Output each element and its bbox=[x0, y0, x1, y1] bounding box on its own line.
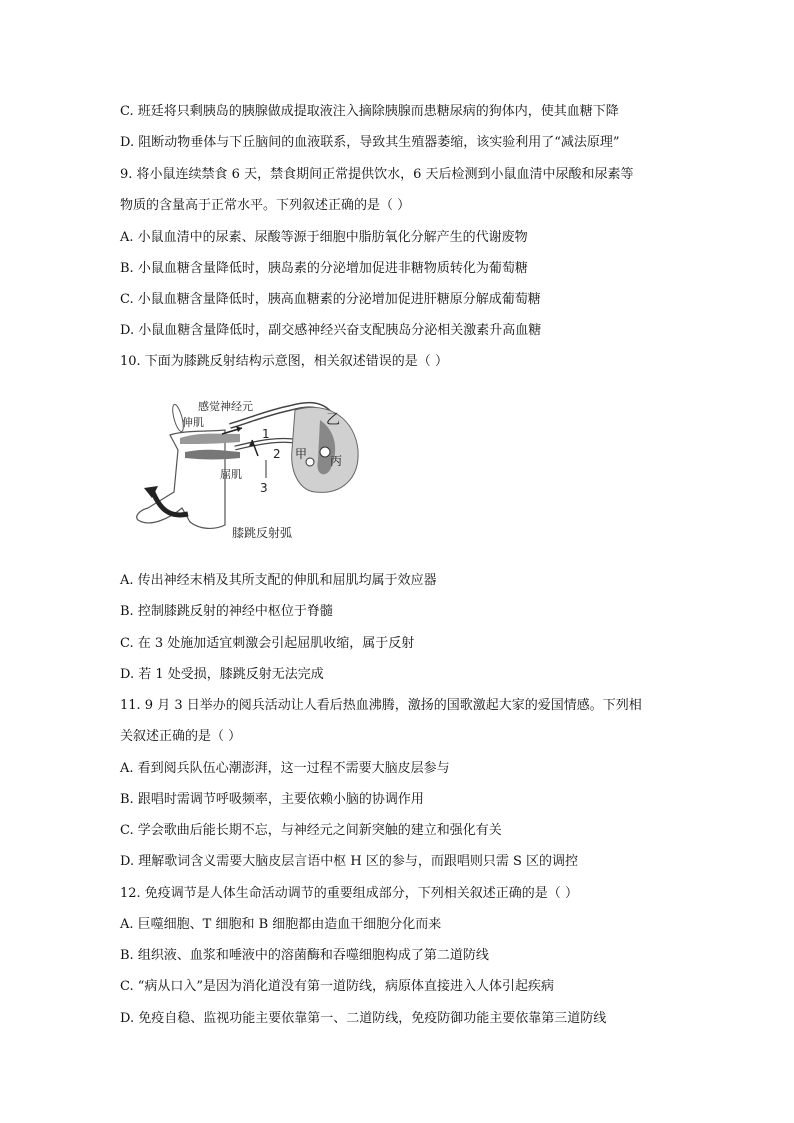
option-a: A. 传出神经末梢及其所支配的伸肌和屈肌均属于效应器 bbox=[120, 573, 437, 588]
label-2: 2 bbox=[273, 447, 281, 461]
extensor-muscle-shape bbox=[180, 434, 240, 444]
option-c: C. “病从口入”是因为消化道没有第一道防线，病原体直接进入人体引起疾病 bbox=[120, 979, 555, 994]
option-b: B. 组织液、血浆和唾液中的溶菌酶和吞噬细胞构成了第二道防线 bbox=[120, 948, 489, 963]
extensor-label: 伸肌 bbox=[182, 416, 204, 429]
label-bing: 丙 bbox=[330, 454, 343, 468]
option-a: A. 小鼠血清中的尿素、尿酸等源于细胞中脂肪氧化分解产生的代谢废物 bbox=[120, 230, 528, 245]
option-c: C. 学会歌曲后能长期不忘，与神经元之间新突触的建立和强化有关 bbox=[120, 823, 502, 838]
neuron-body-shape-2 bbox=[306, 458, 314, 466]
label-yi: 乙 bbox=[326, 412, 340, 428]
question-9-stem: 9. 将小鼠连续禁食 6 天，禁食期间正常提供饮水，6 天后检测到小鼠血清中尿酸和尿素等 bbox=[120, 167, 634, 182]
flexor-label: 屈肌 bbox=[220, 468, 242, 481]
text-line: C. 班廷将只剩胰岛的胰腺做成提取液注入摘除胰腺而患糖尿病的狗体内，使其血糖下降 bbox=[120, 104, 619, 119]
option-a: A. 看到阅兵队伍心潮澎湃，这一过程不需要大脑皮层参与 bbox=[120, 761, 450, 776]
option-c: C. 小鼠血糖含量降低时，胰高血糖素的分泌增加促进肝糖原分解成葡萄糖 bbox=[120, 292, 541, 307]
sensory-neuron-label: 感觉神经元 bbox=[198, 400, 253, 413]
figure-caption: 膝跳反射弧 bbox=[232, 526, 293, 540]
option-b: B. 控制膝跳反射的神经中枢位于脊髓 bbox=[120, 604, 333, 619]
option-b: B. 小鼠血糖含量降低时，胰岛素的分泌增加促进非糖物质转化为葡萄糖 bbox=[120, 261, 528, 276]
label-1: 1 bbox=[262, 427, 270, 441]
kick-arrow-shape bbox=[152, 490, 188, 515]
question-12-stem: 12. 免疫调节是人体生命活动调节的重要组成部分，下列相关叙述正确的是（ ） bbox=[120, 886, 578, 901]
option-b: B. 跟唱时需调节呼吸频率，主要依赖小脑的协调作用 bbox=[120, 792, 424, 807]
label-3: 3 bbox=[260, 481, 268, 495]
label-jia: 甲 bbox=[295, 447, 308, 461]
question-10-stem: 10. 下面为膝跳反射结构示意图，相关叙述错误的是（ ） bbox=[120, 354, 448, 369]
neuron-body-shape bbox=[320, 447, 330, 457]
option-d: D. 小鼠血糖含量降低时，副交感神经兴奋支配胰岛分泌相关激素升高血糖 bbox=[120, 323, 542, 338]
text-line: D. 阻断动物垂体与下丘脑间的血液联系，导致其生殖器萎缩，该实验利用了“减法原理” bbox=[120, 135, 620, 150]
text-line: 物质的含量高于正常水平。下列叙述正确的是（ ） bbox=[120, 198, 411, 213]
option-c: C. 在 3 处施加适宜刺激会引起屈肌收缩，属于反射 bbox=[120, 636, 415, 651]
question-11-stem: 11. 9 月 3 日举办的阅兵活动让人看后热血沸腾，激扬的国歌激起大家的爱国情感。下列相 bbox=[120, 698, 642, 713]
text-line: 关叙述正确的是（ ） bbox=[120, 729, 242, 744]
knee-reflex-figure bbox=[130, 390, 370, 550]
flexor-muscle-shape bbox=[185, 450, 240, 460]
option-d: D. 理解歌词含义需要大脑皮层言语中枢 H 区的参与，而跟唱则只需 S 区的调控 bbox=[120, 854, 578, 869]
option-d: D. 若 1 处受损，膝跳反射无法完成 bbox=[120, 667, 324, 682]
option-d: D. 免疫自稳、监视功能主要依靠第一、二道防线，免疫防御功能主要依靠第三道防线 bbox=[120, 1011, 607, 1026]
option-a: A. 巨噬细胞、T 细胞和 B 细胞都由造血干细胞分化而来 bbox=[120, 917, 442, 932]
